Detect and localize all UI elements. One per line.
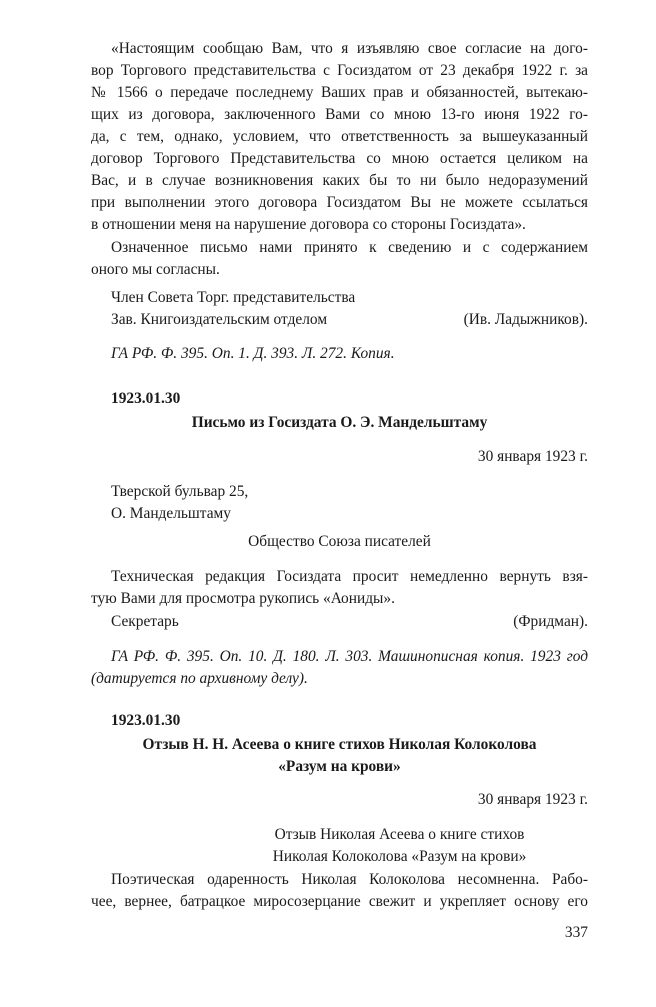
archive-text: (датируется по архивному делу).	[91, 670, 308, 687]
address-line: О. Мандельштаму	[111, 505, 231, 522]
doc2-date	[91, 446, 588, 468]
text-line: в отношении меня на нарушение договора со стороны Госиздата».	[91, 216, 526, 233]
text-line: оного мы согласны.	[91, 261, 220, 278]
text-line: чее, вернее, батрацкое миросозерцание свежит и укрепляет основу его	[91, 893, 588, 910]
text-line: тую Вами для просмотра рукопись «Аониды».	[91, 590, 395, 607]
signature-title: Член Совета Торг. представительства	[111, 289, 356, 306]
signature-name: (Ив. Ладыжников).	[463, 311, 588, 328]
doc3-title	[91, 734, 588, 778]
doc3-subtitle	[211, 824, 588, 868]
signature-name: (Фридман).	[513, 613, 588, 630]
archive-reference	[91, 343, 588, 365]
doc3-body	[91, 869, 588, 913]
signature-position: Зав. Книгоиздательским отделом	[111, 311, 328, 328]
doc2-body	[91, 566, 588, 610]
text-line: да, с тем, однако, условием, что ответственность за вышеуказанный	[91, 128, 588, 145]
date-code: 1923.01.30	[111, 712, 181, 729]
signature-position: Секретарь	[111, 613, 179, 630]
text-line: Поэтическая одаренность Николая Колоколова несомненна. Рабо-	[111, 871, 588, 888]
text-line: Техническая редакция Госиздата просит немедленно вернуть взя-	[111, 568, 588, 585]
text-line: Вас, и в случае возникновения каких бы то ни было недоразумений	[91, 172, 588, 189]
date-code: 1923.01.30	[111, 390, 181, 407]
doc3-date	[91, 789, 588, 811]
letter-quote	[91, 38, 588, 236]
text-line: № 1566 о передаче последнему Ваших прав и обязанностей, вытекаю-	[91, 84, 588, 101]
text-line: договор Торгового Представительства со мною остается целиком на	[91, 150, 588, 167]
archive-text: ГА РФ. Ф. 395. Оп. 10. Д. 180. Л. 303. Машинописная копия. 1923 год	[111, 648, 588, 665]
doc2-date-code	[91, 388, 588, 410]
document-date: 30 января 1923 г.	[477, 448, 588, 465]
address-line: Тверской бульвар 25,	[111, 483, 249, 500]
text-line: при выполнении этого договора Госиздатом Вы не можете ссылаться	[91, 194, 588, 211]
doc3-date-code	[91, 710, 588, 732]
document-title: Отзыв Н. Н. Асеева о книге стихов Николая Колоколова	[142, 736, 537, 753]
text-line: «Настоящим сообщаю Вам, что я изъявляю свое согласие на дого-	[111, 40, 588, 57]
page-number-text: 337	[564, 924, 588, 941]
signature-line	[91, 309, 588, 331]
document-date: 30 января 1923 г.	[477, 791, 588, 808]
subtitle-line: Николая Колоколова «Разум на крови»	[272, 848, 527, 865]
doc2-signature	[91, 611, 588, 633]
text-line: щих из договора, заключенного Вами со мною 13-го июня 1922 го-	[91, 106, 588, 123]
doc2-address	[91, 481, 588, 525]
signature-block	[91, 287, 588, 331]
subtitle-line: Отзыв Николая Асеева о книге стихов	[274, 826, 525, 843]
document-title: Письмо из Госиздата О. Э. Мандельштаму	[191, 414, 488, 431]
text-line: Означенное письмо нами принято к сведению и с содержанием	[111, 239, 588, 256]
doc2-org	[91, 531, 588, 553]
doc2-title	[91, 412, 588, 434]
organization: Общество Союза писателей	[248, 533, 431, 550]
text-line: вор Торгового представительства с Госиздатом от 23 декабря 1922 г. за	[91, 62, 588, 79]
acceptance-paragraph	[91, 237, 588, 281]
archive-text: ГА РФ. Ф. 395. Оп. 1. Д. 393. Л. 272. Копия.	[111, 345, 395, 362]
doc2-archive	[91, 646, 588, 690]
page-number	[91, 922, 588, 944]
document-title: «Разум на крови»	[278, 758, 401, 775]
